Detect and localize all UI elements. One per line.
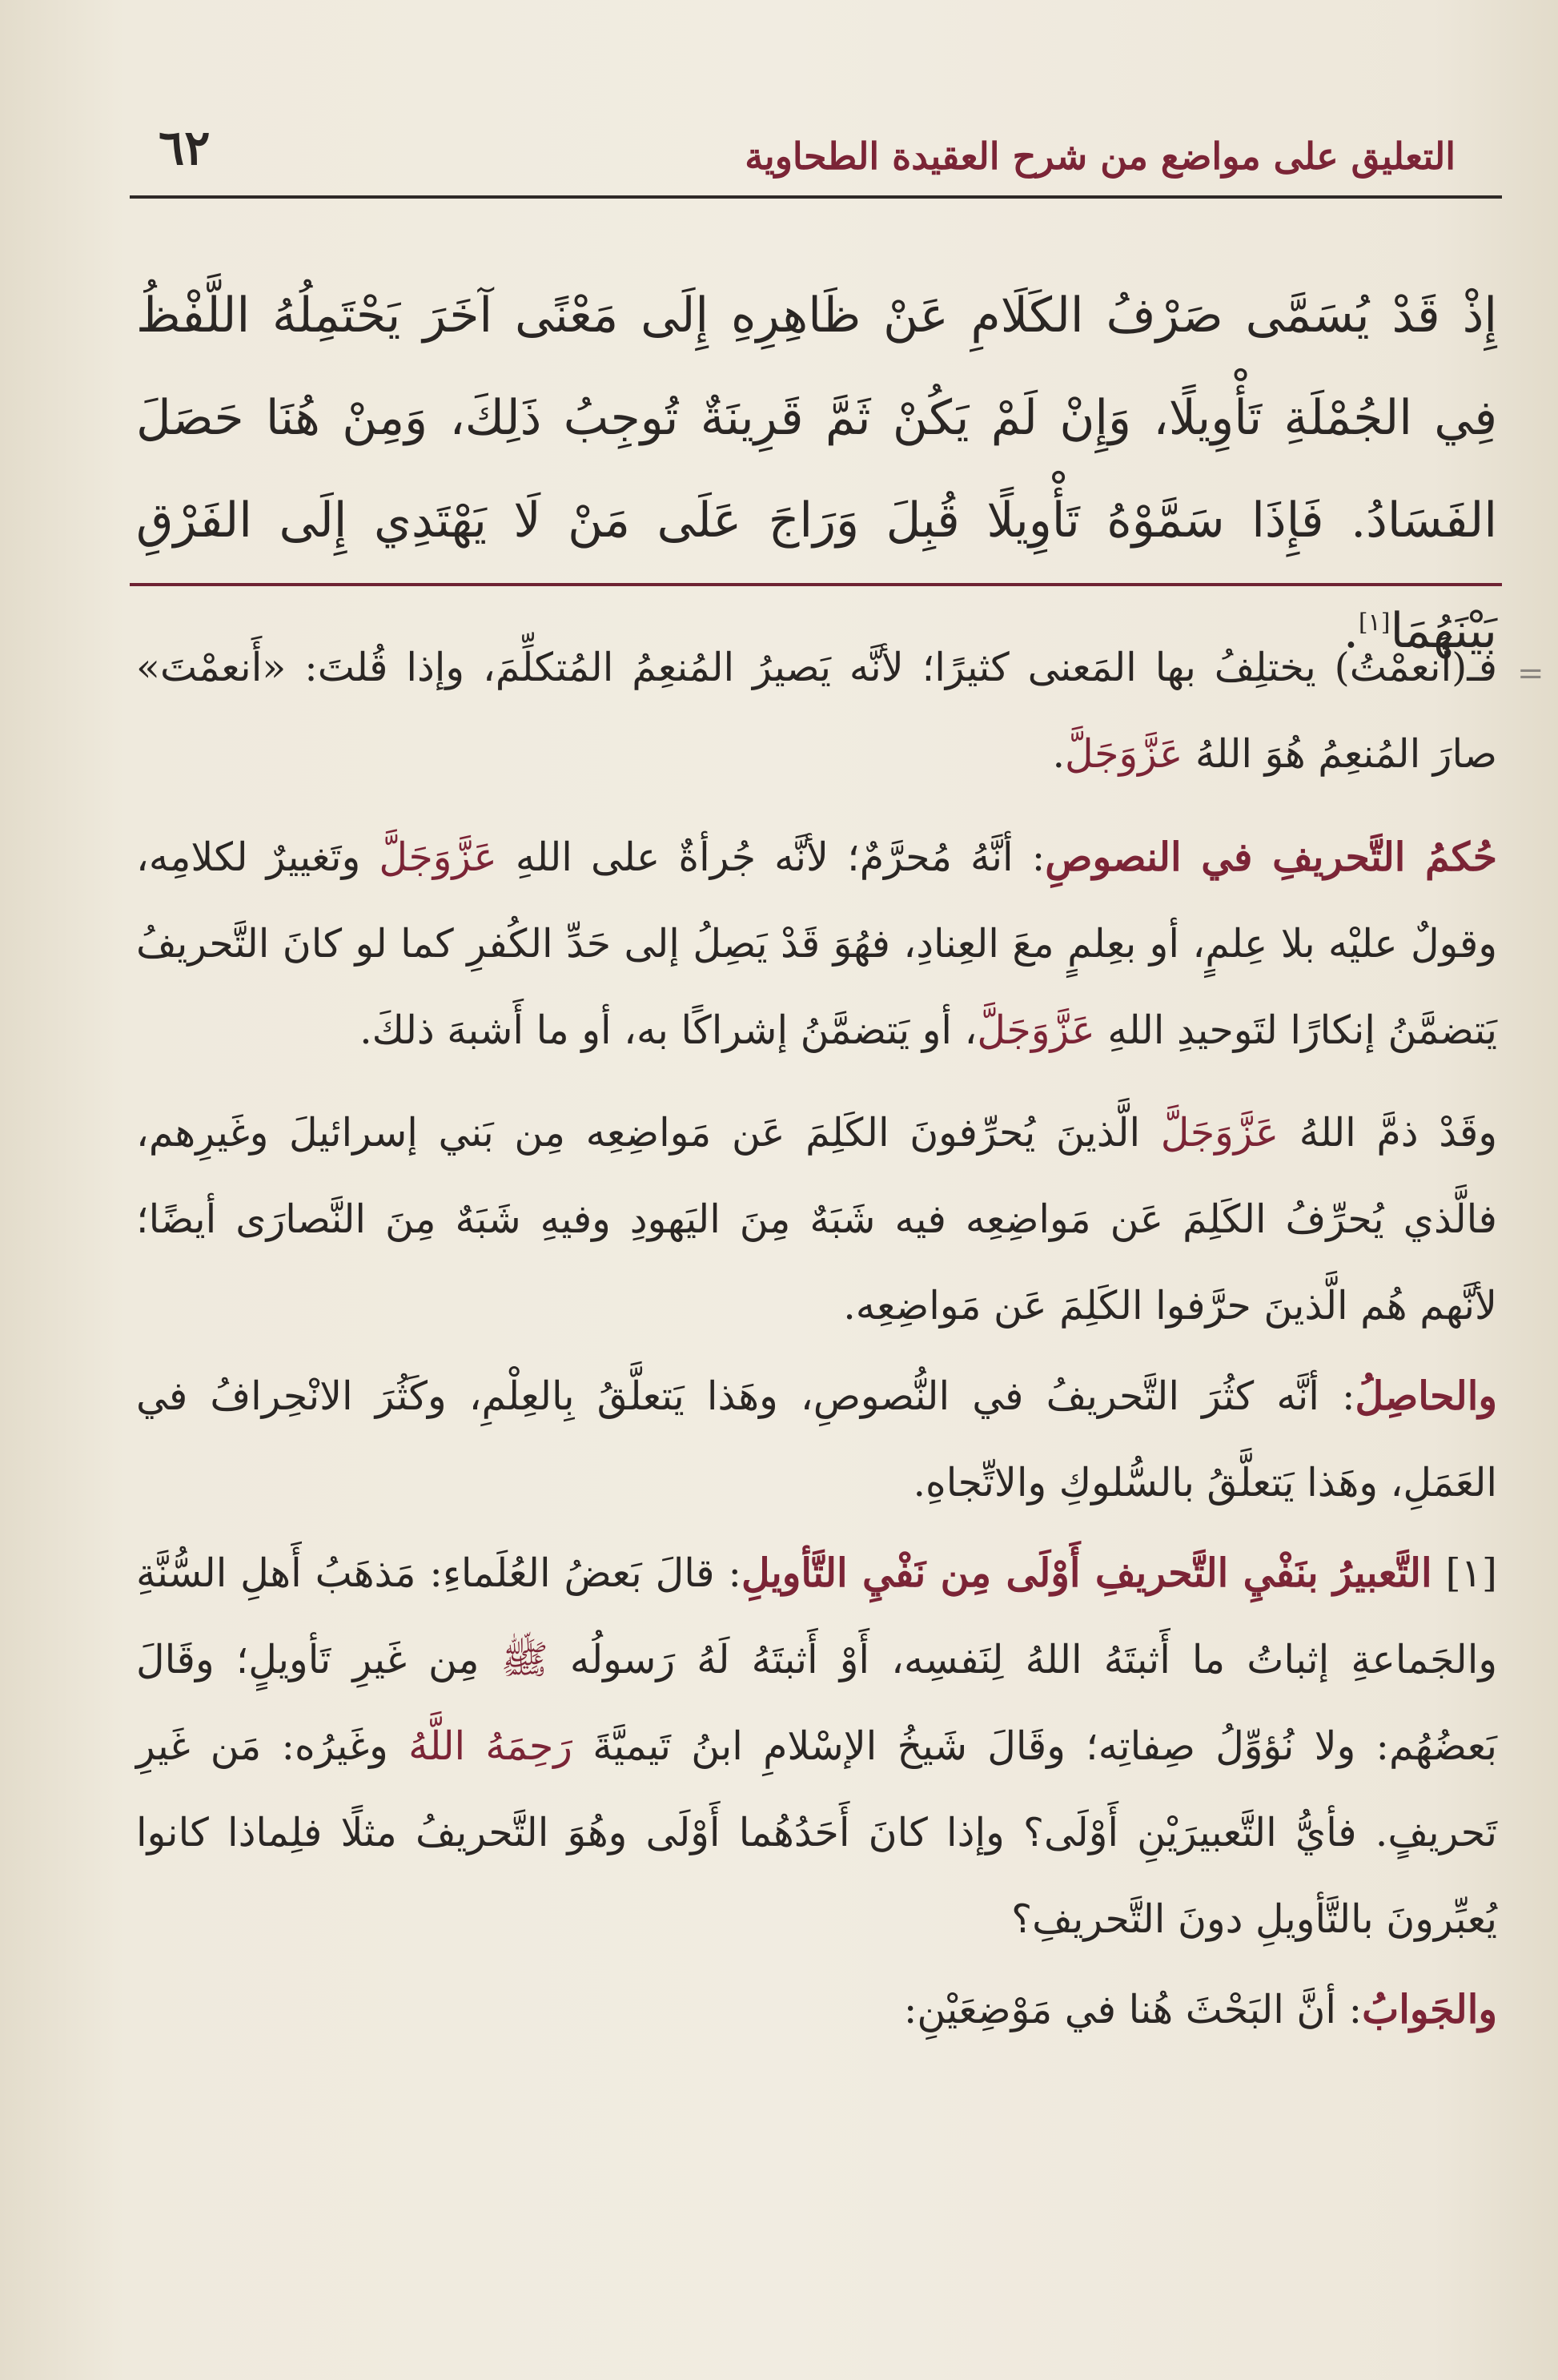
commentary-block bbox=[136, 625, 1497, 2069]
p2-honorific-1: عَزَّوَجَلَّ bbox=[379, 834, 497, 880]
footnote-ref: [١] bbox=[1358, 609, 1391, 637]
p5-salutation: ﷺ bbox=[500, 1637, 548, 1682]
commentary-paragraph-6 bbox=[136, 1966, 1497, 2053]
p4-heading: والحاصِلُ bbox=[1355, 1373, 1497, 1419]
p4-text: : أنَّه كثُرَ التَّحريفُ في النُّصوصِ، وهَذا يَتعلَّقُ بِالعِلْمِ، وكَثُرَ الانْحِرافُ في العَمَلِ، وهَذا يَتعلَّقُ بالسُّلوكِ والاتِّجاهِ. bbox=[136, 1373, 1497, 1506]
p2-text-b: وتَغييرٌ لكلامِه، وقولٌ عليْه بلا عِلمٍ، أو بعِلمٍ معَ العِنادِ، فهُوَ قَدْ يَصِلُ إلى حَدِّ الكُفرِ كما لو كانَ التَّحريفُ يَتضمَّنُ إنكارًا لتَوحيدِ اللهِ bbox=[136, 834, 1497, 1053]
continuation-mark: = bbox=[1517, 655, 1544, 692]
p2-honorific-2: عَزَّوَجَلَّ bbox=[977, 1007, 1095, 1053]
p5-honorific: رَحِمَهُ اللَّهُ bbox=[408, 1723, 572, 1769]
main-text: إِذْ قَدْ يُسَمَّى صَرْفُ الكَلَامِ عَنْ ظَاهِرِهِ إِلَى مَعْنًى آخَرَ يَحْتَمِلُهُ اللَّفْظُ فِي الجُمْلَةِ تَأْوِيلًا، وَإِنْ لَمْ يَكُنْ ثَمَّ قَرِينَةٌ تُوجِبُ ذَلِكَ، وَمِنْ هُنَا حَصَلَ الفَسَادُ. فَإِذَا سَمَّوْهُ تَأْوِيلًا قُبِلَ وَرَاجَ عَلَى مَنْ لَا يَهْتَدِي إِلَى الفَرْقِ بَيْنَهُمَا bbox=[136, 287, 1497, 659]
p1-text: فـ(أَنعمْتُ) يختلِفُ بها المَعنى كثيرًا؛ لأنَّه يَصيرُ المُنعِمُ المُتكلِّمَ، وإذا قُلتَ: «أَنعمْتَ» صارَ المُنعِمُ هُوَ اللهُ bbox=[136, 645, 1497, 777]
p1-end: . bbox=[1052, 731, 1066, 777]
p5-text-b: مِن غَيرِ تَأويلٍ؛ وقَالَ بَعضُهُم: ولا نُؤوِّلُ صِفاتِه؛ وقَالَ شَيخُ الإسْلامِ ابنُ تَيميَّةَ bbox=[136, 1637, 1498, 1769]
commentary-paragraph-3 bbox=[136, 1090, 1497, 1349]
p5-marker: [١] bbox=[1445, 1550, 1498, 1596]
running-title: التعليق على مواضع من شرح العقيدة الطحاوية bbox=[745, 135, 1456, 178]
section-separator bbox=[130, 583, 1502, 586]
commentary-paragraph-5 bbox=[136, 1530, 1497, 1963]
p3-honorific: عَزَّوَجَلَّ bbox=[1160, 1110, 1279, 1156]
commentary-paragraph-4 bbox=[136, 1353, 1497, 1526]
p2-text-c: ، أو يَتضمَّنُ إشراكًا به، أو ما أَشبهَ ذلكَ. bbox=[359, 1007, 978, 1053]
main-text-end: . bbox=[1343, 603, 1359, 659]
p6-heading: والجَوابُ bbox=[1362, 1986, 1497, 2032]
p5-text-c: وغَيرُه: مَن غَيرِ تَحريفٍ. فأيُّ التَّعبيرَيْنِ أَوْلَى؟ وإذا كانَ أَحَدُهُما أَوْلَى وهُوَ التَّحريفُ مثلًا فلِماذا كانوا يُعبِّرونَ بالتَّأويلِ دونَ التَّحريفِ؟ bbox=[136, 1723, 1497, 1942]
main-text-block bbox=[136, 264, 1497, 682]
p6-text: : أنَّ البَحْثَ هُنا في مَوْضِعَيْنِ: bbox=[903, 1987, 1363, 2032]
p2-text-a: : أنَّهُ مُحرَّمٌ؛ لأنَّه جُرأةٌ على اللهِ bbox=[515, 834, 1046, 880]
p2-heading: حُكمُ التَّحريفِ في النصوصِ bbox=[1045, 834, 1497, 880]
p3-text-b: الَّذينَ يُحرِّفونَ الكَلِمَ عَن مَواضِعِه مِن بَني إسرائيلَ وغَيرِهم، فالَّذي يُحرِّفُ الكَلِمَ عَن مَواضِعِه فيه شَبَهٌ مِنَ اليَهودِ وفيهِ شَبَهٌ مِنَ النَّصارَى أيضًا؛ لأنَّهم هُم الَّذينَ حرَّفوا الكَلِمَ عَن مَواضِعِه. bbox=[136, 1110, 1497, 1329]
page-number: ٦٢ bbox=[159, 120, 211, 176]
p3-text-a: وقَدْ ذمَّ اللهُ bbox=[1299, 1110, 1498, 1156]
p5-text-a: : قالَ بَعضُ العُلَماءِ: مَذهَبُ أَهلِ السُّنَّةِ والجَماعةِ إثباتُ ما أَثبتَهُ اللهُ لِنَفسِه، أَوْ أَثبتَهُ لَهُ رَسولُه bbox=[136, 1550, 1498, 1682]
commentary-paragraph-2 bbox=[136, 814, 1497, 1074]
p1-honorific: عَزَّوَجَلَّ bbox=[1065, 731, 1183, 777]
p5-heading: التَّعبيرُ بنَفْيِ التَّحريفِ أَوْلَى مِن نَفْيِ التَّأويلِ bbox=[741, 1550, 1432, 1596]
header-rule bbox=[130, 195, 1502, 199]
commentary-paragraph-1 bbox=[136, 625, 1497, 798]
